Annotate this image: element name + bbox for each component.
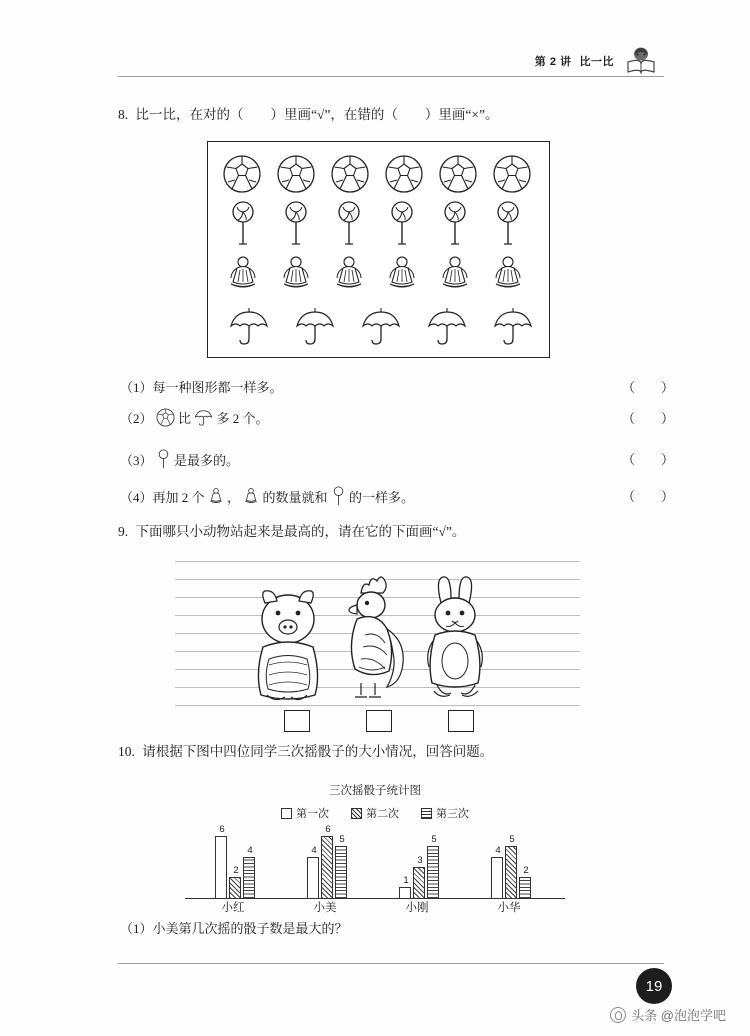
question-8-picture-box	[207, 141, 550, 358]
bar-xiaogang-2: 3	[413, 867, 425, 898]
soccer-ball-icon	[156, 408, 175, 431]
soccer-ball-icon	[330, 154, 370, 194]
soccer-ball-icon	[492, 154, 532, 194]
bar-group-label-xiaohua: 小华	[497, 902, 521, 914]
piglet-icon	[245, 583, 331, 708]
umbrella-icon	[194, 408, 213, 431]
soccer-ball-icon	[222, 154, 262, 194]
bar-group-xiaohong	[215, 824, 255, 898]
bar-xiaohua-3: 2	[519, 877, 531, 898]
question-8-item-3: （3） 是最多的。	[120, 449, 239, 473]
bar-xiaohong-3: 4	[243, 857, 255, 898]
bell-doll-icon	[438, 254, 472, 294]
lollipop-icon	[279, 200, 313, 246]
lollipop-icon	[332, 200, 366, 246]
picture-row-umbrellas	[228, 306, 534, 348]
page-header	[535, 46, 658, 76]
answer-bracket-1[interactable]: （ ）	[622, 380, 675, 395]
chart-legend	[0, 805, 750, 821]
bar-group-label-xiaohong: 小红	[221, 902, 245, 914]
question-8-item-1: （1）每一种图形都一样多。	[120, 380, 283, 395]
chart-title: 三次摇骰子统计图	[329, 785, 421, 797]
bell-doll-icon	[332, 254, 366, 294]
rabbit-icon	[417, 575, 495, 708]
lollipop-icon	[491, 200, 525, 246]
legend-label: 第一次	[296, 808, 329, 820]
dice-bar-chart	[185, 824, 565, 915]
soccer-ball-icon	[438, 154, 478, 194]
watermark	[610, 1005, 726, 1024]
umbrella-icon	[294, 306, 336, 348]
book-reader-icon	[624, 46, 658, 76]
question-9-stem: 9. 下面哪只小动物站起来是最高的，请在它的下面画“√”。	[118, 524, 466, 539]
answer-bracket-2[interactable]: （ ）	[622, 411, 675, 426]
umbrella-icon	[426, 306, 468, 348]
bar-xiaohong-1: 6	[215, 836, 227, 898]
answer-checkbox-rooster[interactable]	[366, 710, 392, 732]
bell-doll-icon	[208, 487, 224, 510]
header-chapter-label: 第 2 讲 比一比	[534, 56, 614, 68]
question-8-item-2: （2） 比 多 2 个。	[120, 408, 269, 431]
lollipop-icon	[156, 449, 171, 473]
question-8-item-4: （4）再加 2 个 ， 的数量就和 的一样多。	[120, 486, 414, 510]
legend-swatch-icon	[351, 808, 362, 819]
legend-item-3	[421, 805, 469, 821]
lollipop-icon	[226, 200, 260, 246]
umbrella-icon	[360, 306, 402, 348]
legend-item-1	[281, 805, 329, 821]
lollipop-icon	[438, 200, 472, 246]
answer-bracket-4[interactable]: （ ）	[622, 489, 675, 504]
soccer-ball-icon	[384, 154, 424, 194]
bar-xiaomei-1: 4	[307, 857, 319, 898]
umbrella-icon	[228, 306, 270, 348]
bubble-icon	[610, 1007, 626, 1023]
bell-doll-icon	[491, 254, 525, 294]
bar-group-xiaohua	[491, 836, 531, 898]
picture-row-bell-dolls	[226, 254, 525, 294]
lollipop-icon	[331, 486, 346, 510]
bell-doll-icon	[226, 254, 260, 294]
legend-label: 第二次	[366, 808, 399, 820]
answer-checkbox-piglet[interactable]	[284, 710, 310, 732]
page-number: 19	[636, 968, 672, 1004]
bar-group-xiaogang	[399, 836, 439, 898]
bar-xiaogang-1: 1	[399, 887, 411, 898]
question-9-animals-group	[245, 565, 500, 705]
rooster-icon	[331, 571, 411, 708]
header-divider	[118, 76, 664, 77]
question-10-item-1: （1）小美第几次摇的骰子数是最大的？	[120, 921, 348, 936]
lollipop-icon	[385, 200, 419, 246]
legend-swatch-icon	[281, 808, 292, 819]
question-9-checkbox-row	[284, 710, 484, 732]
legend-item-2	[351, 805, 399, 821]
footer-divider	[118, 963, 664, 964]
question-10-stem: 10. 请根据下图中四位同学三次摇骰子的大小情况，回答问题。	[118, 744, 494, 759]
bar-xiaogang-3: 5	[427, 846, 439, 898]
bar-group-label-xiaogang: 小刚	[405, 902, 429, 914]
bar-xiaohua-2: 5	[505, 846, 517, 898]
soccer-ball-icon	[276, 154, 316, 194]
bar-xiaohua-1: 4	[491, 857, 503, 898]
answer-checkbox-rabbit[interactable]	[448, 710, 474, 732]
legend-swatch-icon	[421, 808, 432, 819]
umbrella-icon	[492, 306, 534, 348]
watermark-text: 头条 @泡泡学吧	[631, 1008, 726, 1023]
bar-group-xiaomei	[307, 824, 347, 898]
legend-label: 第三次	[436, 808, 469, 820]
bell-doll-icon	[385, 254, 419, 294]
bell-doll-icon	[243, 487, 259, 510]
question-8-stem: 8. 比一比，在对的（ ）里画“√”，在错的（ ）里画“×”。	[118, 107, 499, 122]
picture-row-balls	[222, 154, 532, 194]
bar-xiaohong-2: 2	[229, 877, 241, 898]
bar-xiaomei-2: 6	[321, 836, 333, 898]
bar-group-label-xiaomei: 小美	[313, 902, 337, 914]
bar-xiaomei-3: 5	[335, 846, 347, 898]
answer-bracket-3[interactable]: （ ）	[622, 452, 675, 467]
bell-doll-icon	[279, 254, 313, 294]
picture-row-lollipops	[226, 200, 525, 246]
